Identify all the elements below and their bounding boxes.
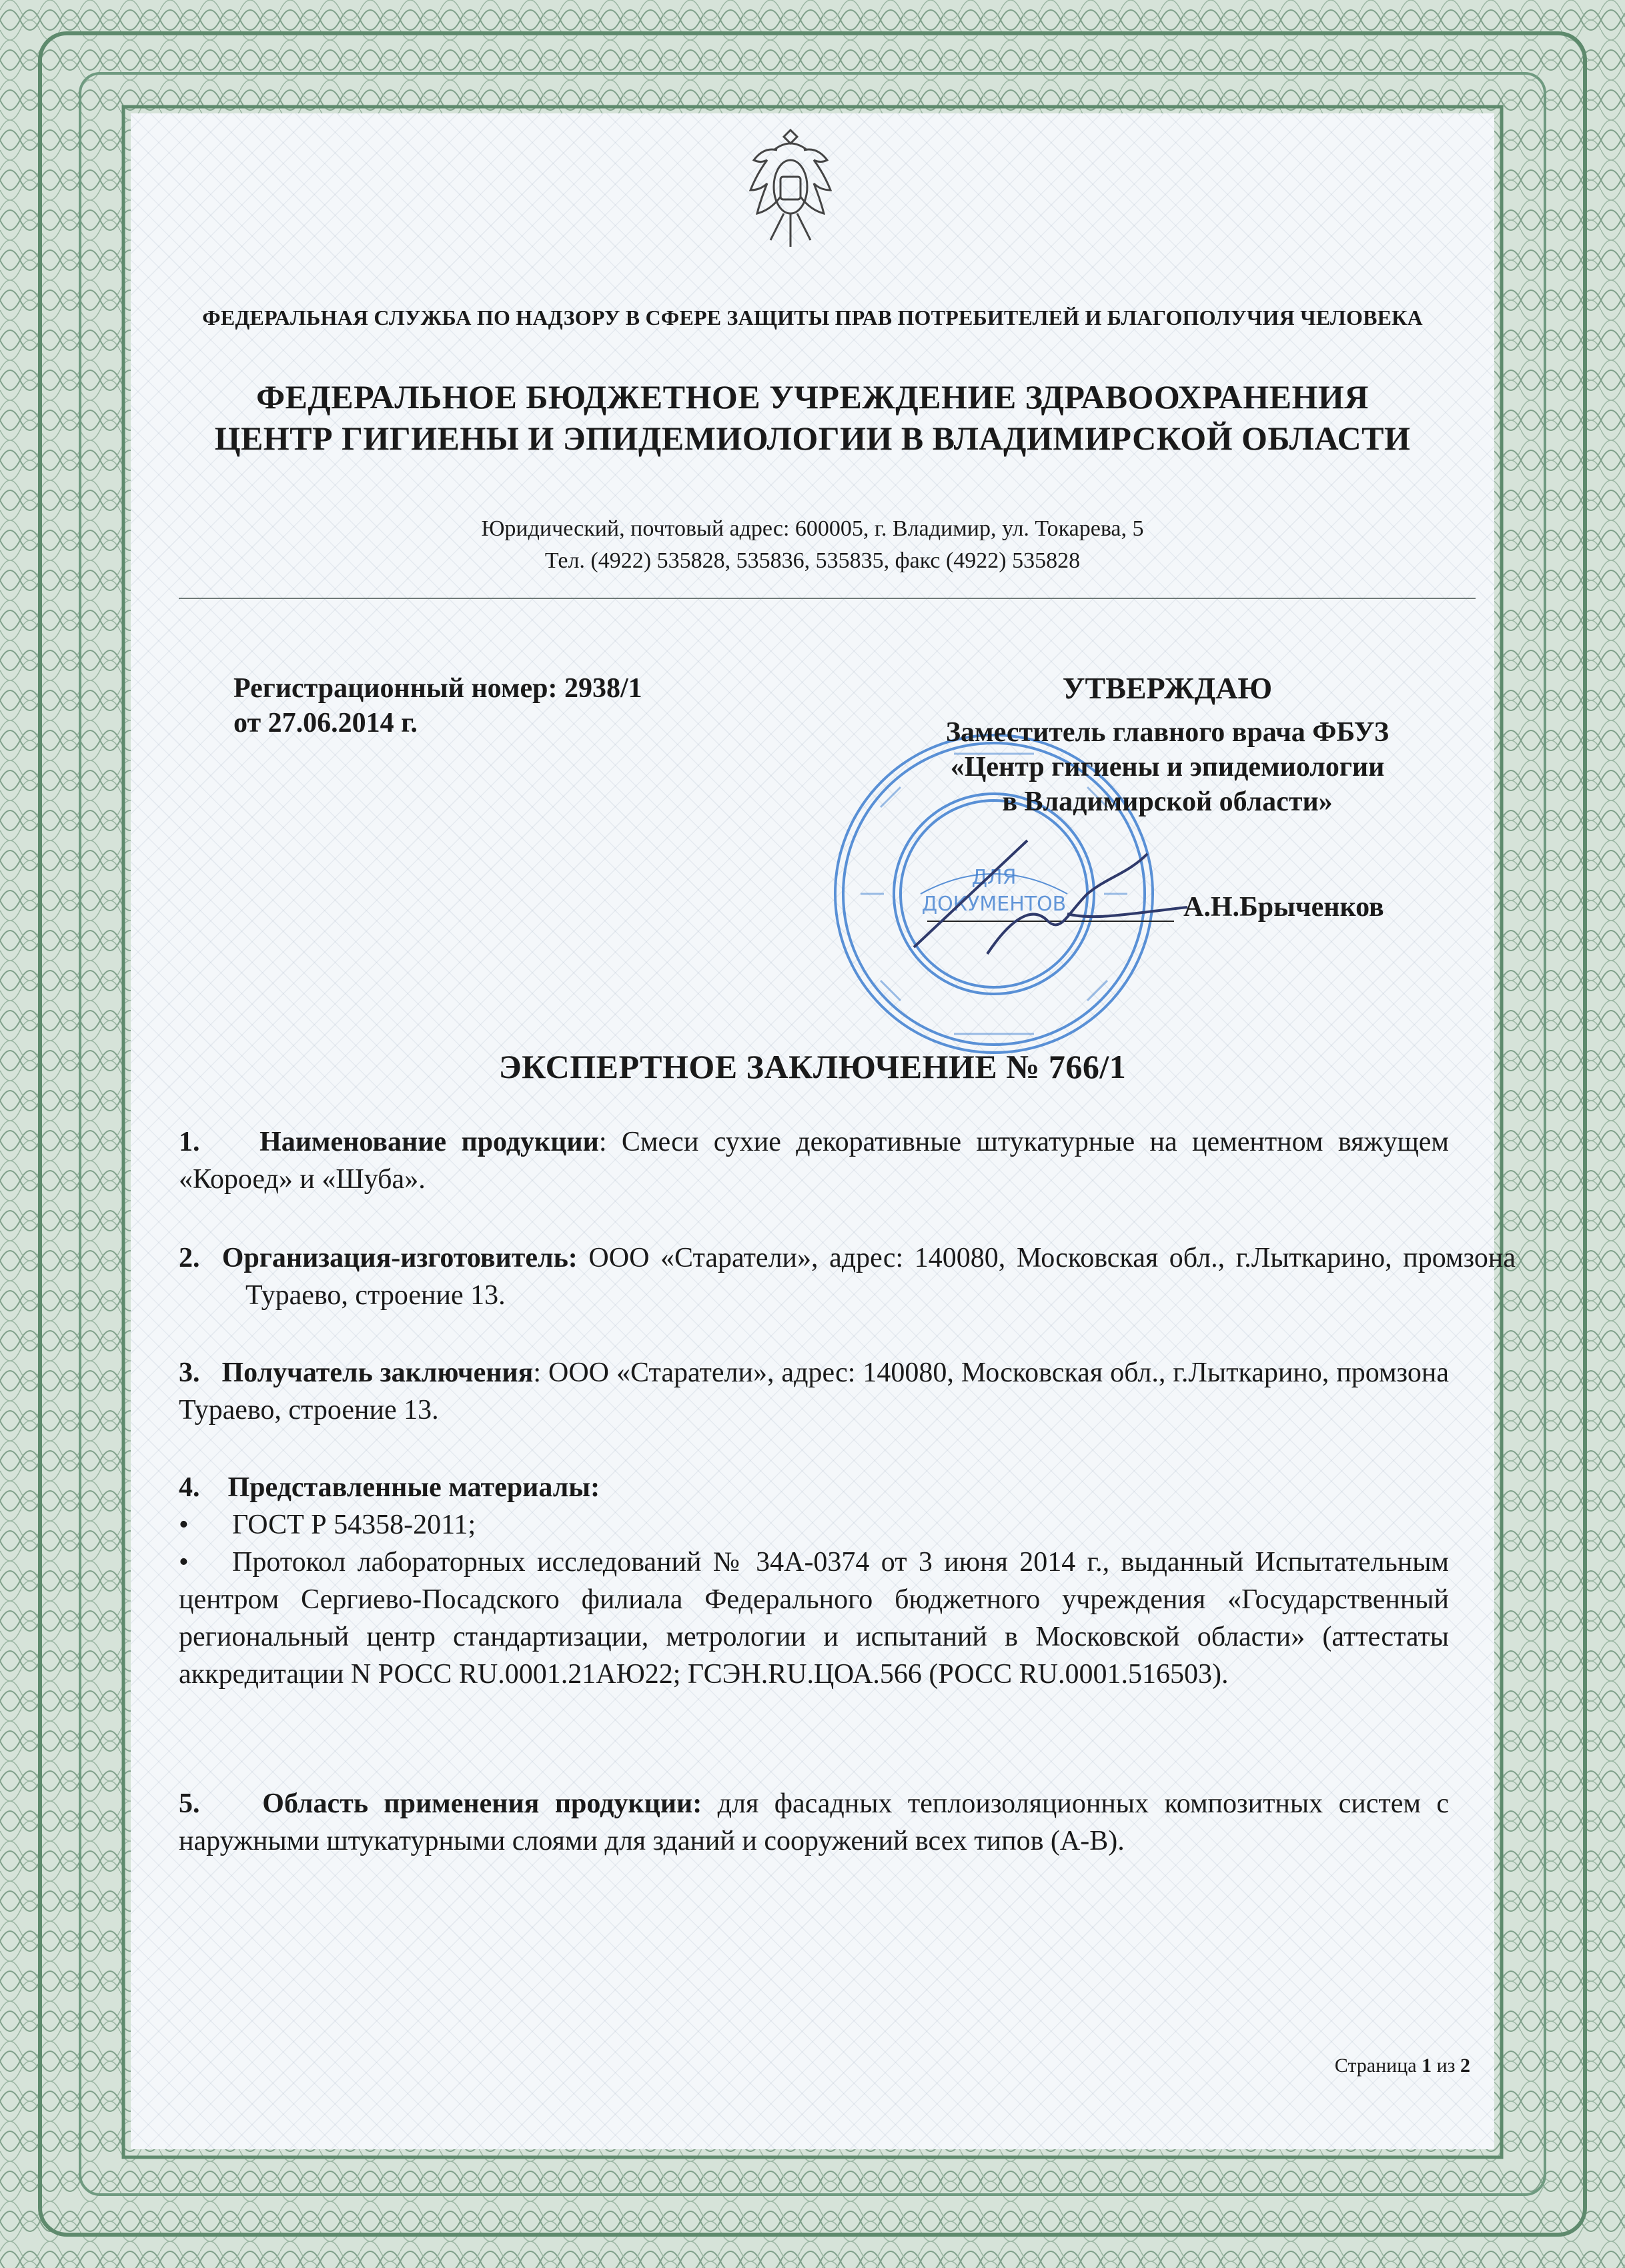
institution-name-line2: ЦЕНТР ГИГИЕНЫ И ЭПИДЕМИОЛОГИИ В ВЛАДИМИРСКОЙ ОБЛАСТИ <box>214 420 1411 457</box>
section-materials <box>179 1469 1449 1693</box>
section-text: : ООО «Старатели», адрес: 140080, Московская обл., г.Лыткарино, промзона Тураево, строение 13. <box>179 1357 1449 1426</box>
bullet-icon: • <box>179 1510 189 1540</box>
registration-number: Регистрационный номер: 2938/1 <box>233 673 642 704</box>
section-manufacturer <box>179 1239 1516 1314</box>
phone-line: Тел. (4922) 535828, 535836, 535835, факс (4922) 535828 <box>544 548 1081 573</box>
section-number: 1. <box>179 1127 200 1157</box>
signer-name: А.Н.Брыченков <box>1183 892 1384 923</box>
list-item <box>179 1544 1449 1693</box>
institution-name-line1: ФЕДЕРАЛЬНОЕ БЮДЖЕТНОЕ УЧРЕЖДЕНИЕ ЗДРАВООХРАНЕНИЯ <box>256 378 1369 416</box>
registration-block <box>233 671 642 740</box>
page-total: 2 <box>1460 2055 1470 2077</box>
handwritten-signature <box>907 814 1214 987</box>
federal-service-name: ФЕДЕРАЛЬНАЯ СЛУЖБА ПО НАДЗОРУ В СФЕРЕ ЗАЩИТЫ ПРАВ ПОТРЕБИТЕЛЕЙ И БЛАГОПОЛУЧИЯ ЧЕЛОВЕКА <box>202 306 1423 330</box>
section-number: 2. <box>179 1243 200 1273</box>
bullet-icon: • <box>179 1547 189 1578</box>
stamp-text-line2: ДОКУМЕНТОВ <box>921 893 1067 916</box>
approver-org-line1: «Центр гигиены и эпидемиологии <box>950 752 1385 782</box>
section-number: 5. <box>179 1788 200 1819</box>
page-number <box>1335 2055 1470 2077</box>
section-label: Наименование продукции <box>259 1127 599 1157</box>
list-item <box>179 1506 1449 1544</box>
section-label: Организация-изготовитель: <box>221 1243 578 1273</box>
section-application-area <box>179 1785 1449 1860</box>
approver-position: Заместитель главного врача ФБУЗ <box>945 717 1390 748</box>
approval-block <box>867 671 1468 819</box>
document-title: ЭКСПЕРТНОЕ ЗАКЛЮЧЕНИЕ № 766/1 <box>498 1048 1127 1085</box>
header-divider <box>179 598 1476 599</box>
list-item-text: Протокол лабораторных исследований № 34А-0374 от 3 июня 2014 г., выданный Испытательным центром Сергиево-Посадского филиала Федерального бюджетного учреждения «Государственный региональный центр стандартизации, метрологии и испытаний в Московской области» (аттестаты аккредитации N РОСС RU.0001.21АЮ22; ГСЭН.RU.ЦОА.566 (РОСС RU.0001.516503). <box>179 1547 1449 1690</box>
section-text: для фасадных теплоизоляционных композитных систем с наружными штукатурными слоями для зданий и сооружений всех типов (А-В). <box>179 1788 1449 1856</box>
section-number: 4. <box>179 1472 200 1503</box>
page-prefix: Страница <box>1334 2055 1422 2077</box>
page-separator: из <box>1432 2055 1460 2077</box>
section-label: Представленные материалы: <box>227 1472 600 1503</box>
list-item-text: ГОСТ Р 54358-2011; <box>232 1510 476 1540</box>
section-product-name <box>179 1123 1449 1198</box>
section-number: 3. <box>179 1357 200 1388</box>
section-text: ООО «Старатели», адрес: 140080, Московская обл., г.Лыткарино, промзона Тураево, строение 13. <box>245 1243 1516 1311</box>
address-line: Юридический, почтовый адрес: 600005, г. Владимир, ул. Токарева, 5 <box>481 516 1144 541</box>
page-current: 1 <box>1422 2055 1432 2077</box>
approver-org-line2: в Владимирской области» <box>1002 786 1333 817</box>
section-recipient <box>179 1354 1449 1429</box>
section-text: : Смеси сухие декоративные штукатурные на цементном вяжущем «Короед» и «Шуба». <box>179 1127 1449 1195</box>
approval-heading: УТВЕРЖДАЮ <box>1062 671 1273 705</box>
section-label: Область применения продукции: <box>262 1788 702 1819</box>
registration-date: от 27.06.2014 г. <box>233 708 418 738</box>
section-label: Получатель заключения <box>221 1357 534 1388</box>
coat-of-arms-emblem <box>737 123 844 263</box>
stamp-text-line1: ДЛЯ <box>971 866 1017 889</box>
